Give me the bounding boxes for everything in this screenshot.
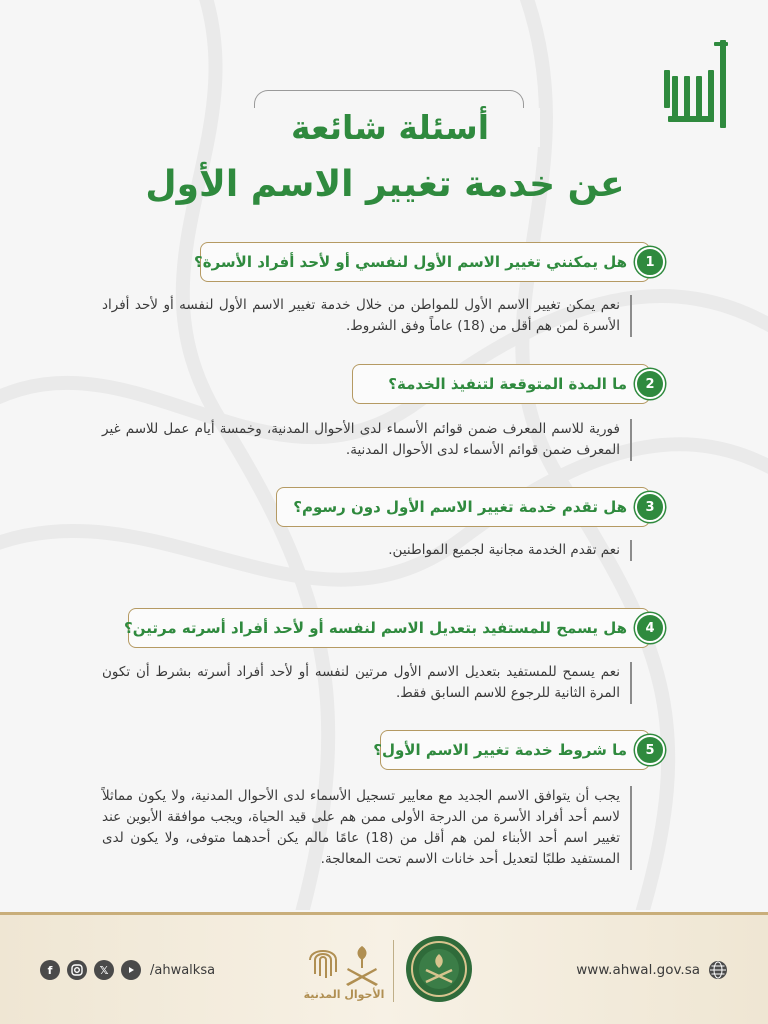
saudi-emblem-icon [342, 944, 382, 988]
absher-logo [664, 40, 734, 130]
faq-answer-3: نعم تقدم الخدمة مجانية لجميع المواطنين. [102, 540, 632, 561]
ministry-emblem-icon [404, 934, 474, 1004]
x-icon[interactable]: 𝕏 [94, 960, 114, 980]
social-handle[interactable]: /ahwalksa [150, 962, 216, 978]
faq-question-3[interactable] [276, 487, 655, 527]
faq-answer-5: يجب أن يتوافق الاسم الجديد مع معايير تسجيل الأسماء لدى الأحوال المدنية، ولا يكون مماثلاً لاسم أحد أفراد الأسرة من الدرجة الأولى ممن هم على قيد الحياة، ويجب موافقة الأبوين عند تغيير اسم أحد الأبناء لمن هم أقل من (18) عامًا مالم يكن أحدهما متوفى، ولا يكون لدى المستفيد طلبًا لتعديل أحد خانات الاسم تحت المعالجة. [102, 786, 632, 870]
emblem-divider [393, 940, 394, 1002]
civil-affairs-label: الأحوال المدنية [303, 988, 385, 1001]
page-title: أسئلة شائعة [240, 108, 540, 147]
faq-question-text: ما شروط خدمة تغيير الاسم الأول؟ [373, 741, 627, 759]
faq-question-5[interactable] [373, 730, 655, 770]
social-links [40, 960, 215, 980]
faq-number-badge: 4 [635, 613, 665, 643]
faq-number-badge: 1 [635, 247, 665, 277]
website-url[interactable]: www.ahwal.gov.sa [576, 962, 700, 978]
faq-question-text: هل تقدم خدمة تغيير الاسم الأول دون رسوم؟ [293, 498, 627, 516]
faq-question-1[interactable] [194, 242, 655, 282]
faq-number-badge: 2 [635, 369, 665, 399]
page-subtitle: عن خدمة تغيير الاسم الأول [145, 164, 625, 205]
faq-answer-4: نعم يسمح للمستفيد بتعديل الاسم الأول مرتين لنفسه أو لأحد أفراد أسرته بشرط أن تكون المرة الثانية للرجوع للاسم السابق فقط. [102, 662, 632, 704]
youtube-icon[interactable] [121, 960, 141, 980]
facebook-icon[interactable]: f [40, 960, 60, 980]
faq-question-2[interactable] [352, 364, 655, 404]
faq-question-text: هل يسمح للمستفيد بتعديل الاسم لنفسه أو لأحد أفراد أسرته مرتين؟ [124, 619, 627, 637]
globe-icon [708, 960, 728, 980]
faq-question-text: هل يمكنني تغيير الاسم الأول لنفسي أو لأحد أفراد الأسرة؟ [194, 253, 627, 271]
faq-question-text: ما المدة المتوقعة لتنفيذ الخدمة؟ [388, 375, 627, 393]
instagram-icon[interactable] [67, 960, 87, 980]
faq-answer-1: نعم يمكن تغيير الاسم الأول للمواطن من خلال خدمة تغيير الاسم الأول لنفسه أو لأحد أفراد الأسرة لمن هم أقل من (18) عاماً وفق الشروط. [102, 295, 632, 337]
faq-answer-2: فورية للاسم المعرف ضمن قوائم الأسماء لدى الأحوال المدنية، وخمسة أيام عمل للاسم غير المعرف ضمن قوائم الأسماء لدى الأحوال المدنية. [102, 419, 632, 461]
website-link[interactable] [576, 960, 728, 980]
faq-number-badge: 3 [635, 492, 665, 522]
faq-number-badge: 5 [635, 735, 665, 765]
faq-question-4[interactable] [124, 608, 655, 648]
fingerprint-icon [306, 940, 340, 980]
